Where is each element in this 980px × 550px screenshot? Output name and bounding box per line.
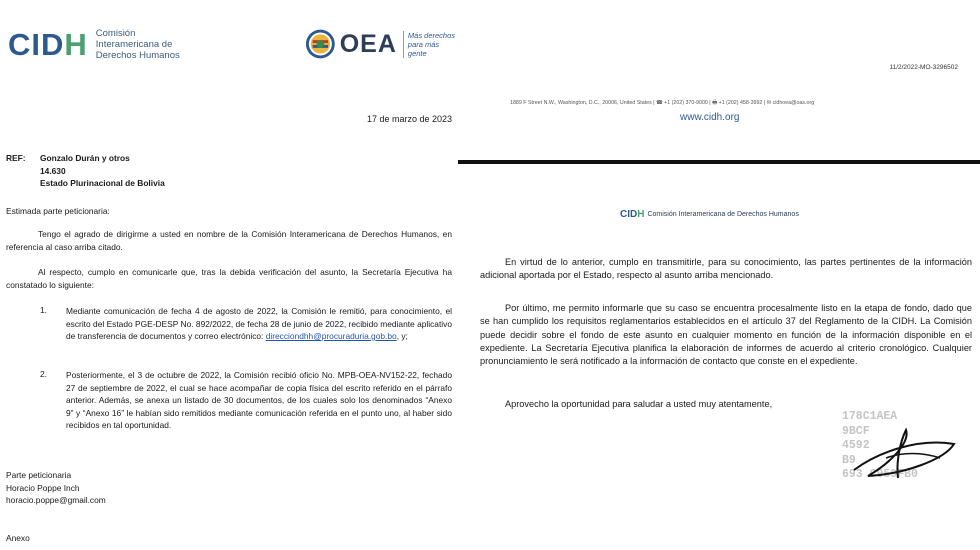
website-link[interactable]: www.cidh.org — [680, 112, 740, 123]
cidh-full-name: Comisión Interamericana de Derechos Humanos — [95, 28, 180, 61]
paragraph-2: Al respecto, cumplo en comunicarle que, tras la debida verificación del asunto, la Secretaría Ejecutiva ha constatado lo siguiente: — [6, 267, 452, 290]
closing-line: Aprovecho la oportunidad para saludar a usted muy atentamente, — [505, 399, 773, 409]
digital-signature-stamp: 178C1AEA 9BCF 4592 B9 693 C959FB0 — [842, 410, 918, 481]
ref-case-number: 14.630 — [40, 165, 66, 176]
item-1-text: Mediante comunicación de fecha 4 de agosto de 2022, la Comisión le remitió, para conocimiento, el escrito del Estado PGE-DESP No. 892/2022, de fecha 28 de junio de 2022, recibido mediante aplicativo de transferencia de documentos y correo electrónico: direcciondhh@procuraduria.gob.bo, y; — [66, 306, 452, 341]
annex-label: Anexo — [6, 533, 30, 543]
address-line: 1889 F Street N.W., Washington, D.C., 20006, United States | ☎ +1 (202) 370-9000 | 🖶 +1 (202) 458-3992 | ✉ cidhoea@oas.org — [510, 100, 815, 106]
letter-page-right — [458, 0, 980, 550]
ref-case-name: Gonzalo Durán y otros — [40, 153, 130, 163]
greeting: Estimada parte peticionaria: — [6, 206, 110, 216]
oea-wordmark: OEA — [339, 29, 397, 58]
oea-logo — [305, 28, 458, 60]
cidh-logo — [8, 28, 180, 61]
item-2-number: 2. — [40, 369, 47, 379]
paragraph-1: Tengo el agrado de dirigirme a usted en nombre de la Comisión Interamericana de Derechos Humanos, en referencia al caso arriba citado. — [6, 229, 452, 252]
right-paragraph-1: En virtud de lo anterior, cumplo en transmitirle, para su conocimiento, las partes pertinentes de la información adicional aportada por el Estado, respecto al asunto arriba mencionado. — [480, 257, 972, 281]
oea-tagline: Más derechos para más gente — [403, 31, 458, 58]
cidh-mini-logo: CIDH — [620, 209, 645, 220]
right-paragraph-2: Por último, me permito informarle que su caso se encuentra procesalmente listo en la etapa de fondo, dado que se han cumplido los requisitos reglamentarios establecidos en el artículo 37 del Reglamento de la CIDH. La Comisión puede decidir sobre el fondo de este asunto en cualquier momento en función de la información disponible en el expediente. La Secretaría Ejecutiva planifica la elaboración de informes de acuerdo al criterio cronológico. Cualquier pronunciamiento le será notificado a la información de contacto que conste en el expediente. — [480, 303, 972, 367]
ref-state: Estado Plurinacional de Bolivia — [40, 178, 165, 188]
letter-date: 17 de marzo de 2023 — [367, 114, 453, 124]
email-link[interactable]: direcciondhh@procuraduria.gob.bo — [265, 331, 397, 341]
petitioner-block: Parte peticionaria Horacio Poppe Inch horacio.poppe@gmail.com — [6, 470, 106, 505]
item-1-number: 1. — [40, 305, 47, 315]
cidh-wordmark: CIDH — [8, 27, 88, 62]
cidh-small-header: CIDH Comisión Interamericana de Derechos Humanos — [620, 209, 799, 220]
handwritten-signature — [848, 422, 960, 484]
ref-label: REF: — [6, 153, 26, 163]
page-divider — [458, 160, 980, 164]
item-2-text: Posteriormente, el 3 de octubre de 2022, la Comisión recibió oficio No. MPB-OEA-NV152-22, fechado 27 de septiembre de 2022, el cual se hace acompañar de copia física del escrito referido en el párrafo anterior. Además, se anexa un listado de 30 documentos, de los cuales solo los denominados “Anexo 9” y “Anexo 16” le habían sido remitidos mediante comunicación referida en el punto uno, al haber sido recibidos en tal oportunidad. — [66, 370, 452, 430]
letter-page-left — [0, 0, 458, 550]
reference-block — [6, 152, 165, 190]
document-ref-code: 11/2/2022-MO-3296502 — [889, 64, 958, 71]
oea-seal-icon — [305, 28, 336, 60]
